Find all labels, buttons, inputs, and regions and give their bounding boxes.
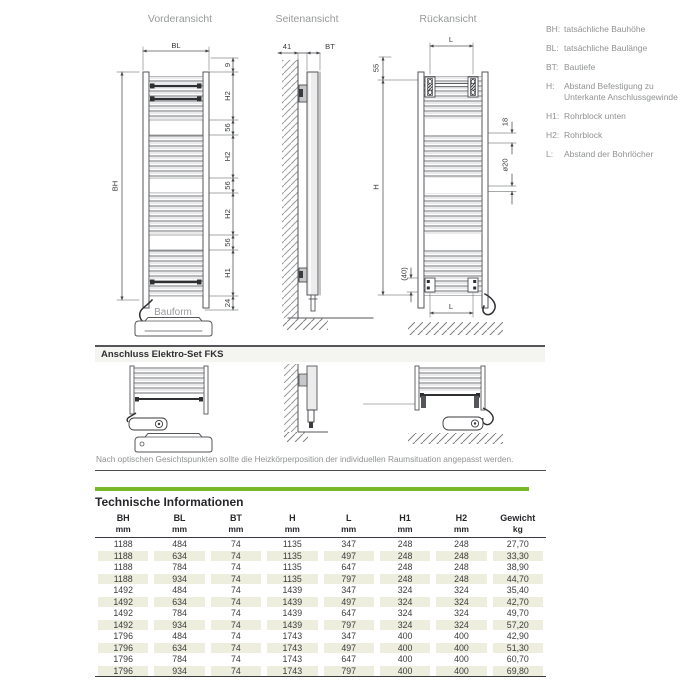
table-row <box>95 630 546 642</box>
legend-text: Abstand der Bohrlöcher <box>564 149 654 159</box>
table-cell: 797 <box>321 573 377 585</box>
table-cell: 934 <box>151 619 207 631</box>
dim-label-56c: 56 <box>223 238 232 247</box>
table-row <box>95 538 546 550</box>
table-cell: 324 <box>397 608 413 619</box>
table-cell: 347 <box>341 539 357 550</box>
table-cell: 1188 <box>113 562 133 573</box>
table-cell: 484 <box>172 539 187 550</box>
table-cell: 74 <box>231 539 241 550</box>
section-divider <box>95 470 546 471</box>
dim-label-56b: 56 <box>223 181 232 190</box>
mini-rear-drawing <box>363 366 503 444</box>
table-cell: 1439 <box>264 596 320 608</box>
table-row <box>95 642 546 654</box>
table-cell: 1492 <box>113 585 133 596</box>
table-cell: 74 <box>231 608 241 619</box>
dim-label-18: 18 <box>500 117 510 127</box>
dim-label-24: 24 <box>223 298 232 308</box>
dim-label-h2c: H2 <box>223 209 232 219</box>
table-row <box>95 573 546 585</box>
dim-label-bh: BH <box>110 180 120 192</box>
dim-label-o20: ø20 <box>500 158 510 172</box>
bauform-top-view <box>135 318 212 337</box>
table-cell: 497 <box>321 596 377 608</box>
elektro-mini-drawings <box>95 362 545 454</box>
table-cell: 324 <box>454 608 469 619</box>
table-cell: 647 <box>341 562 357 573</box>
legend-key: BH: <box>546 24 561 34</box>
dim-label-l-top: L <box>448 35 454 44</box>
table-cell: 1135 <box>264 550 320 562</box>
table-cell: 400 <box>377 665 433 677</box>
tech-table <box>95 513 546 677</box>
elektro-section-title: Anschluss Elektro-Set FKS <box>101 349 224 360</box>
table-cell: 44,70 <box>490 573 546 585</box>
legend-item <box>546 24 698 35</box>
legend-key: H2: <box>546 130 560 140</box>
green-accent-bar <box>95 487 529 491</box>
table-cell: 1135 <box>282 562 302 573</box>
column-header-bl: BL mm <box>151 513 207 538</box>
front-view-drawing <box>111 41 239 336</box>
legend-key: BT: <box>546 62 559 72</box>
table-cell: 69,80 <box>490 665 546 677</box>
column-header-h2: H2 mm <box>433 513 489 538</box>
table-row <box>95 619 546 631</box>
table-cell: 248 <box>454 539 469 550</box>
dim-label-41: 41 <box>282 42 292 51</box>
table-cell: 1135 <box>282 539 302 550</box>
table-cell: 1492 <box>95 596 151 608</box>
dim-label-l-bottom: L <box>448 302 454 311</box>
table-row <box>95 561 546 573</box>
mini-side-drawing <box>284 364 328 442</box>
table-cell: 1796 <box>95 665 151 677</box>
table-row <box>95 665 546 677</box>
table-cell: 400 <box>433 642 489 654</box>
table-cell: 324 <box>377 619 433 631</box>
table-cell: 1796 <box>95 642 151 654</box>
table-cell: 248 <box>397 562 413 573</box>
column-header-l: L mm <box>321 513 377 538</box>
column-header-h: H mm <box>264 513 320 538</box>
table-cell: 1743 <box>282 654 303 665</box>
table-cell: 74 <box>231 631 241 642</box>
table-cell: 934 <box>151 573 207 585</box>
legend-item <box>546 149 698 160</box>
view-title-side: Seitenansicht <box>275 13 339 25</box>
view-title-rear: Rückansicht <box>419 13 477 25</box>
dim-label-bl: BL <box>171 41 181 50</box>
table-row <box>95 596 546 608</box>
table-cell: 634 <box>151 642 207 654</box>
table-cell: 934 <box>151 665 207 677</box>
table-cell: 784 <box>172 562 187 573</box>
position-note: Nach optischen Gesichtspunkten sollte die Heizkörperposition der individuellen Raumsituation angepasst werden. <box>96 454 514 464</box>
table-cell: 74 <box>208 642 264 654</box>
side-view-drawing <box>278 42 373 330</box>
legend-item <box>546 130 698 141</box>
table-cell: 400 <box>454 654 469 665</box>
table-cell: 347 <box>341 631 357 642</box>
column-header-bh: BH mm <box>95 513 151 538</box>
legend-item <box>546 81 698 103</box>
dim-label-9: 9 <box>223 62 232 68</box>
table-cell: 248 <box>377 573 433 585</box>
table-cell: 1439 <box>264 619 320 631</box>
dim-label-h2b: H2 <box>223 151 232 162</box>
table-cell: 1188 <box>95 550 151 562</box>
table-cell: 784 <box>172 654 187 665</box>
table-cell: 400 <box>377 642 433 654</box>
table-cell: 1188 <box>113 539 133 550</box>
column-header-bt: BT mm <box>208 513 264 538</box>
rear-view-drawing <box>372 35 517 335</box>
legend-key: H: <box>546 81 555 91</box>
table-cell: 74 <box>208 573 264 585</box>
table-cell: 1492 <box>113 608 133 619</box>
table-cell: 1188 <box>95 573 151 585</box>
legend-item <box>546 111 698 122</box>
table-cell: 248 <box>397 539 413 550</box>
table-cell: 647 <box>341 608 357 619</box>
table-cell: 42,70 <box>490 596 546 608</box>
table-cell: 248 <box>454 562 469 573</box>
table-cell: 38,90 <box>506 562 529 573</box>
column-header-h1: H1 mm <box>377 513 433 538</box>
table-cell: 324 <box>397 585 413 596</box>
table-cell: 49,70 <box>506 608 529 619</box>
table-cell: 797 <box>321 665 377 677</box>
table-row <box>95 584 546 596</box>
table-cell: 74 <box>208 550 264 562</box>
table-cell: 74 <box>208 665 264 677</box>
table-cell: 1796 <box>113 631 133 642</box>
table-cell: 74 <box>231 562 241 573</box>
table-title: Technische Informationen <box>95 495 244 509</box>
abbreviation-legend <box>546 24 698 168</box>
table-cell: 1743 <box>282 631 303 642</box>
dim-label-55: 55 <box>371 63 381 73</box>
legend-text: tatsächliche Baulänge <box>564 43 648 53</box>
table-cell: 797 <box>321 619 377 631</box>
table-cell: 248 <box>377 550 433 562</box>
legend-text: Rohrblock <box>564 130 603 140</box>
table-cell: 324 <box>433 596 489 608</box>
technical-drawings <box>95 10 545 345</box>
elektro-section-header <box>95 345 545 362</box>
dim-label-h: H <box>371 184 381 190</box>
view-title-front: Vorderansicht <box>147 13 213 25</box>
table-cell: 1135 <box>264 573 320 585</box>
table-cell: 248 <box>433 550 489 562</box>
legend-item <box>546 62 698 73</box>
dim-label-40: (40) <box>399 267 409 281</box>
table-cell: 74 <box>231 654 241 665</box>
dim-label-h1: H1 <box>223 268 232 278</box>
table-cell: 33,30 <box>490 550 546 562</box>
legend-key: H1: <box>546 111 560 121</box>
table-cell: 74 <box>208 596 264 608</box>
table-cell: 400 <box>454 631 469 642</box>
legend-text: Rohrblock unten <box>564 111 626 121</box>
table-cell: 400 <box>397 654 413 665</box>
dim-label-56a: 56 <box>223 123 232 132</box>
table-cell: 35,40 <box>506 585 529 596</box>
column-header-gewicht: Gewicht kg <box>490 513 546 538</box>
table-cell: 497 <box>321 642 377 654</box>
table-cell: 1492 <box>95 619 151 631</box>
table-cell: 400 <box>397 631 413 642</box>
legend-text: Bautiefe <box>564 62 596 72</box>
table-cell: 42,90 <box>506 631 529 642</box>
table-cell: 634 <box>151 596 207 608</box>
legend-text: tatsächliche Bauhöhe <box>564 24 646 34</box>
table-cell: 1439 <box>282 585 303 596</box>
table-cell: 1743 <box>264 642 320 654</box>
table-cell: 74 <box>208 619 264 631</box>
table-cell: 57,20 <box>490 619 546 631</box>
dim-label-bt: BT <box>325 42 335 51</box>
table-header-row <box>95 513 546 538</box>
table-cell: 324 <box>433 619 489 631</box>
table-cell: 324 <box>377 596 433 608</box>
table-cell: 324 <box>454 585 469 596</box>
table-cell: 27,70 <box>506 539 529 550</box>
table-cell: 634 <box>151 550 207 562</box>
bauform-label: Bauform <box>154 307 192 318</box>
table-row <box>95 607 546 619</box>
legend-text: Abstand Befestigung zu Unterkante Anschlussgewinde <box>564 81 678 102</box>
mini-front-drawing <box>127 366 212 452</box>
table-cell: 484 <box>172 585 187 596</box>
table-row <box>95 550 546 562</box>
table-cell: 484 <box>172 631 187 642</box>
legend-key: L: <box>546 149 554 159</box>
table-cell: 647 <box>341 654 357 665</box>
table-row <box>95 653 546 665</box>
table-cell: 1796 <box>113 654 133 665</box>
dim-label-h2a: H2 <box>223 91 232 101</box>
table-cell: 1439 <box>282 608 303 619</box>
table-cell: 497 <box>321 550 377 562</box>
table-cell: 74 <box>231 585 241 596</box>
table-cell: 60,70 <box>506 654 529 665</box>
table-cell: 400 <box>433 665 489 677</box>
legend-item <box>546 43 698 54</box>
table-cell: 1743 <box>264 665 320 677</box>
legend-key: BL: <box>546 43 559 53</box>
table-cell: 784 <box>172 608 187 619</box>
table-cell: 248 <box>433 573 489 585</box>
table-cell: 347 <box>341 585 357 596</box>
table-cell: 51,30 <box>490 642 546 654</box>
